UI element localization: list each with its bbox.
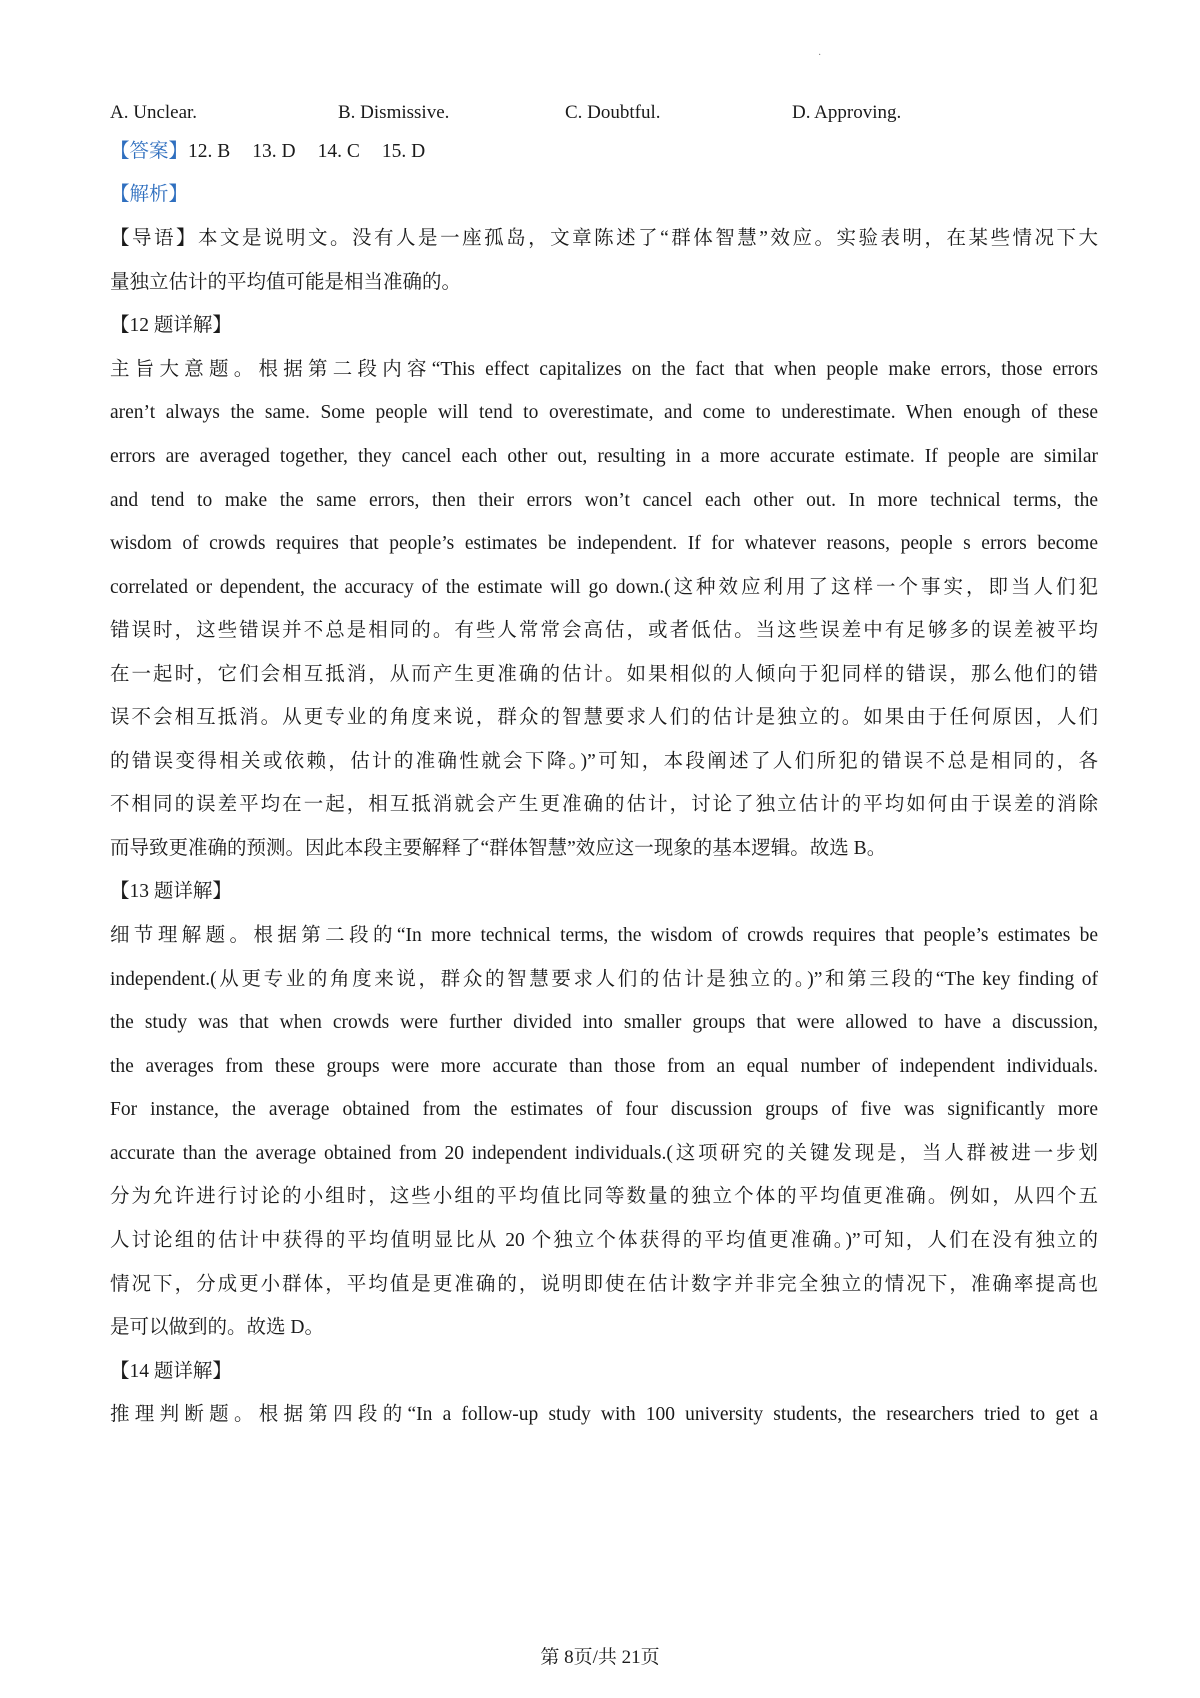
text-line: and tend to make the same errors, then their errors won’t cancel each other out. In more technical terms, the — [110, 490, 1098, 511]
text-line: 【导语】本文是说明文。没有人是一座孤岛，文章陈述了“群体智慧”效应。实验表明，在某些情况下大 — [110, 228, 1098, 249]
text-line: 量独立估计的平均值可能是相当准确的。 — [110, 272, 462, 293]
text-line: 不相同的误差平均在一起，相互抵消就会产生更准确的估计，讨论了独立估计的平均如何由于误差的消除 — [110, 794, 1098, 815]
answer-item: 13. D — [252, 141, 296, 162]
text-line: 细节理解题。根据第二段的“In more technical terms, the wisdom of crowds requires that people’s estimates be — [110, 925, 1098, 946]
text-line: 是可以做到的。故选 D。 — [110, 1317, 324, 1338]
scan-dot: · — [818, 50, 822, 61]
text-line: 推理判断题。根据第四段的“In a follow-up study with 100 university students, the researchers tried to get a — [110, 1404, 1098, 1425]
answer-item: 12. B — [188, 141, 231, 162]
section-heading-13: 【13 题详解】 — [110, 881, 232, 902]
text-line: 的错误变得相关或依赖，估计的准确性就会下降。)”可知，本段阐述了人们所犯的错误不总是相同的，各 — [110, 751, 1098, 772]
text-line: 在一起时，它们会相互抵消，从而产生更准确的估计。如果相似的人倾向于犯同样的错误，那么他们的错 — [110, 664, 1098, 685]
answer-label: 【答案】 — [110, 141, 189, 162]
text-line: errors are averaged together, they cancel each other out, resulting in a more accurate estimate. If people are similar — [110, 446, 1098, 467]
option-c: C. Doubtful. — [565, 102, 661, 123]
text-line: independent.(从更专业的角度来说，群众的智慧要求人们的估计是独立的。)”和第三段的“The key finding of — [110, 969, 1098, 990]
text-line: the study was that when crowds were further divided into smaller groups that were allowed to have a discussion, — [110, 1012, 1098, 1033]
text-line: 主旨大意题。根据第二段内容“This effect capitalizes on the fact that when people make errors, those errors — [110, 359, 1098, 380]
text-line: 错误时，这些错误并不总是相同的。有些人常常会高估，或者低估。当这些误差中有足够多的误差被平均 — [110, 620, 1098, 641]
text-line: accurate than the average obtained from 20 independent individuals.(这项研究的关键发现是，当人群被进一步划 — [110, 1143, 1098, 1164]
answer-item: 14. C — [317, 141, 360, 162]
text-line: aren’t always the same. Some people will tend to overestimate, and come to underestimate. When enough of these — [110, 402, 1098, 423]
text-line: 误不会相互抵消。从更专业的角度来说，群众的智慧要求人们的估计是独立的。如果由于任何原因，人们 — [110, 707, 1098, 728]
analysis-label: 【解析】 — [110, 184, 189, 205]
answer-options-row — [110, 102, 1098, 132]
text-line: 情况下，分成更小群体，平均值是更准确的，说明即使在估计数字并非完全独立的情况下，准确率提高也 — [110, 1274, 1098, 1295]
text-line: correlated or dependent, the accuracy of the estimate will go down.(这种效应利用了这样一个事实，即当人们犯 — [110, 577, 1098, 598]
answer-item: 15. D — [381, 141, 426, 162]
option-b: B. Dismissive. — [338, 102, 450, 123]
page-footer: 第 8页/共 21页 — [540, 1647, 660, 1668]
text-line: the averages from these groups were more accurate than those from an equal number of independent individuals. — [110, 1056, 1098, 1077]
section-heading-14: 【14 题详解】 — [110, 1361, 232, 1382]
option-d: D. Approving. — [792, 102, 902, 123]
text-line: 人讨论组的估计中获得的平均值明显比从 20 个独立个体获得的平均值更准确。)”可知，人们在没有独立的 — [110, 1230, 1098, 1251]
option-a: A. Unclear. — [110, 102, 198, 123]
answer-key — [110, 137, 1098, 167]
text-line: For instance, the average obtained from the estimates of four discussion groups of five was significantly more — [110, 1099, 1098, 1120]
text-line: 分为允许进行讨论的小组时，这些小组的平均值比同等数量的独立个体的平均值更准确。例如，从四个五 — [110, 1186, 1098, 1207]
text-line: 而导致更准确的预测。因此本段主要解释了“群体智慧”效应这一现象的基本逻辑。故选 B。 — [110, 838, 887, 859]
text-line: wisdom of crowds requires that people’s estimates be independent. If for whatever reasons, people s errors become — [110, 533, 1098, 554]
section-heading-12: 【12 题详解】 — [110, 315, 232, 336]
